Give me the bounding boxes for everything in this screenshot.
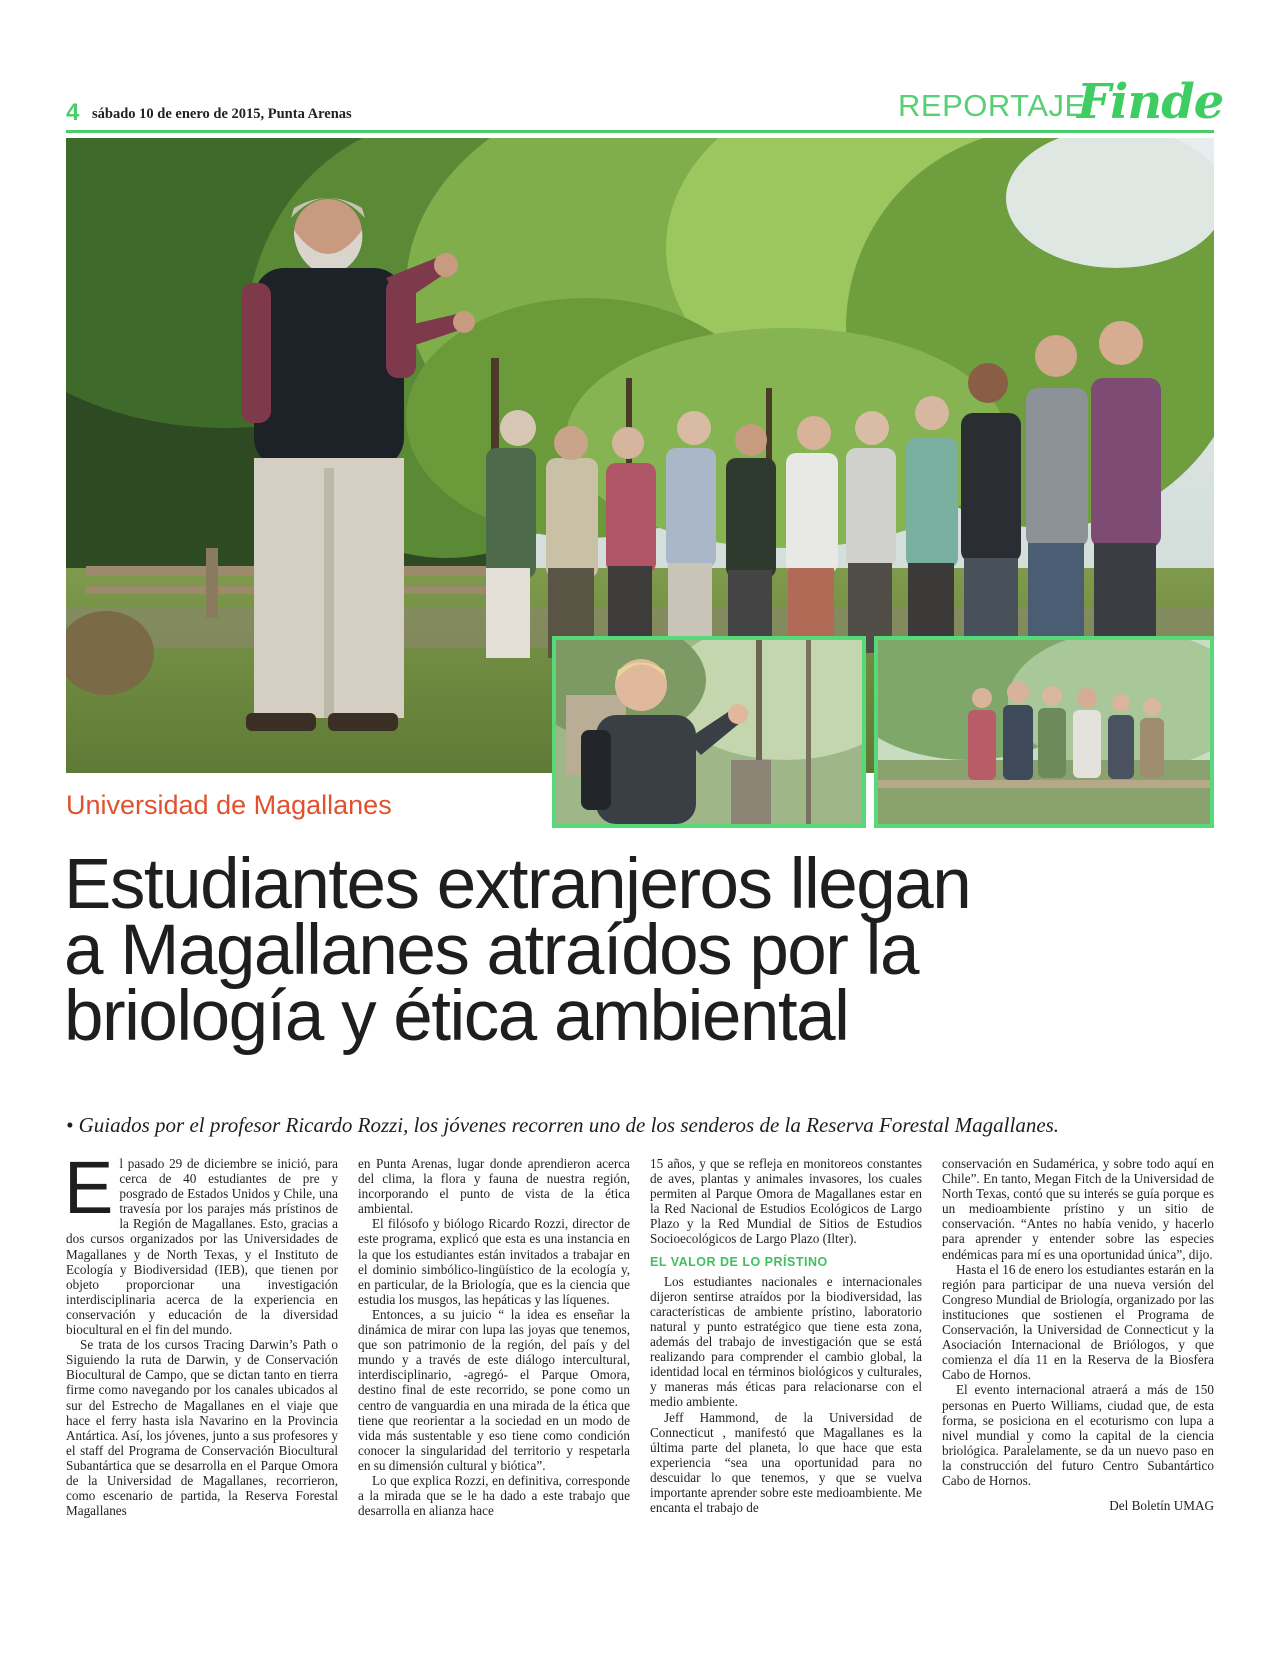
section-label: REPORTAJE <box>898 88 1086 123</box>
article-credit: Del Boletín UMAG <box>1109 1498 1214 1514</box>
header-rule <box>66 130 1214 133</box>
article-deck: • Guiados por el profesor Ricardo Rozzi, los jóvenes recorren uno de los senderos de la Reserva Forestal Magallanes. <box>66 1113 1060 1137</box>
inset-photo-right <box>874 636 1214 828</box>
page-number: 4 <box>66 99 80 126</box>
paragraph: 15 años, y que se refleja en monitoreos constantes de aves, plantas y animales invasores, los cuales permiten al Parque Omora de Magallanes estar en la Red Nacional de Estudios Ecológicos de Largo Plazo y la Red Mundial de Sitios de Estudios Socioecológicos de Largo Plazo (Ilter). <box>650 1156 922 1247</box>
paragraph: Entonces, a su juicio “ la idea es enseñar la dinámica de mirar con lupa las joyas que tenemos, que son patrimonio de la región, del país y del mundo y a través de este diálogo intercultural, interdisciplinario, -agregó- el Parque Omora, destino final de este recorrido, se pone como un centro de vanguardia en una mirada de la ética que tiene que reorientar a la sociedad en un modo de vida más sustentable y eso tiene como condición conocer la singularidad del territorio y respetarla en su dimensión cultural y biótica”. <box>358 1306 630 1473</box>
article-headline <box>64 845 1214 1056</box>
group-walking-photo <box>878 640 1210 824</box>
column-4 <box>942 1156 1214 1513</box>
paragraph: El evento internacional atraerá a más de 150 personas en Puerto Williams, ciudad que, de esta forma, se posiciona en el ecoturismo con lupa a nivel mundial y como la capital de la ciencia briológica. Paralelamente, se da un nuevo paso en la construcción del futuro Centro Subantártico Cabo de Hornos. <box>942 1382 1214 1488</box>
headline-line: a Magallanes atraídos por la <box>64 911 918 990</box>
drop-cap: E <box>64 1146 114 1229</box>
article-body <box>64 1146 1214 1586</box>
paragraph: Jeff Hammond, de la Universidad de Connecticut , manifestó que Magallanes es la última parte del planeta, lo que hace que esta experiencia “sea una oportunidad para no descuidar lo que tenemos, y que se vuelva importante aprender sobre este medioambiente. Me encanta el trabajo de <box>650 1409 922 1516</box>
paragraph: en Punta Arenas, lugar donde aprendieron acerca del clima, la flora y fauna de nuestra región, incorporando el punto de vista de la ética ambiental. <box>358 1156 630 1217</box>
inset-photo-left <box>552 636 866 828</box>
student-photo <box>556 640 862 824</box>
paragraph: El filósofo y biólogo Ricardo Rozzi, director de este programa, explicó que esta es una instancia en la que los estudiantes están invitados a trabajar en el dominio simbólico-lingüístico de la ecología y, en particular, de la Briología, que es la ciencia que estudia los musgos, las hepáticas y las líquenes. <box>358 1216 630 1307</box>
paragraph: El pasado 29 de diciembre se inició, para cerca de 40 estudiantes de pre y posgrado de Estados Unidos y Chile, una travesía por los parajes más prístinos de la Región de Magallanes. Esto, gracias a dos cursos organizados por las Universidades de Magallanes y de North Texas, y el Instituto de Ecología y Biodiversidad (IEB), que tienen por objeto proporcionar una investigación interdisciplinaria acerca de la experiencia en conservación y educación de la diversidad biocultural en el fin del mundo. <box>64 1146 338 1338</box>
paragraph: Se trata de los cursos Tracing Darwin’s Path o Siguiendo la ruta de Darwin, y de Conservación Biocultural de Campo, que se dictan tanto en tierra firme como navegando por los canales ubicados al sur del Estrecho de Magallanes en el viaje que hace el ferry hasta isla Navarino en la Provincia Antártica. Así, los jóvenes, junto a sus profesores y el staff del Programa de Conservación Biocultural Subantártica que se desarrolla en el Parque Omora de la Universidad de Magallanes, recorrieron, como escenario de partida, la Reserva Forestal Magallanes <box>66 1337 338 1519</box>
column-3 <box>650 1156 922 1515</box>
dateline: sábado 10 de enero de 2015, Punta Arenas <box>92 106 352 122</box>
page-header <box>0 0 1280 138</box>
article-kicker: Universidad de Magallanes <box>66 790 392 820</box>
column-1 <box>64 1146 338 1519</box>
headline-line: Estudiantes extranjeros llegan <box>64 845 971 924</box>
article-subhead: EL VALOR DE LO PRÍSTINO <box>650 1254 828 1269</box>
paragraph: Hasta el 16 de enero los estudiantes estarán en la región para participar de una nueva versión del Congreso Mundial de Briología, organizado por las instituciones que sostienen el Programa de Conservación, la Universidad de Connecticut y la Asociación Internacional de Briólogos, y que comienza el día 11 en la Reserva de la Biosfera Cabo de Hornos. <box>942 1261 1214 1383</box>
column-2 <box>358 1156 630 1518</box>
paragraph: conservación en Sudamérica, y sobre todo aquí en Chile”. En tanto, Megan Fitch de la Universidad de North Texas, contó que su interés se guía porque es un medioambiente prístino y un sitio de conservación. “Antes no había venido, y hacerlo para aprender y entender sobre las especies endémicas para mí es una oportunidad única”, dijo. <box>942 1156 1214 1262</box>
paragraph: Lo que explica Rozzi, en definitiva, corresponde a la mirada que se le ha dado a este trabajo que desarrolla en alianza hace <box>358 1472 630 1519</box>
brand-logo: Finde <box>1077 74 1224 130</box>
headline-line: briología y ética ambiental <box>64 977 849 1056</box>
paragraph: Los estudiantes nacionales e internacionales dijeron sentirse atraídos por la biodiversidad, las características de ambiente prístino, laboratorio natural y punto estratégico que tiene esta zona, además del trabajo de investigación que se está realizando para comprender el cambio global, la identidad local en términos biológicos y culturales, y maneras más éticas para relacionarse con el medio ambiente. <box>650 1273 922 1410</box>
